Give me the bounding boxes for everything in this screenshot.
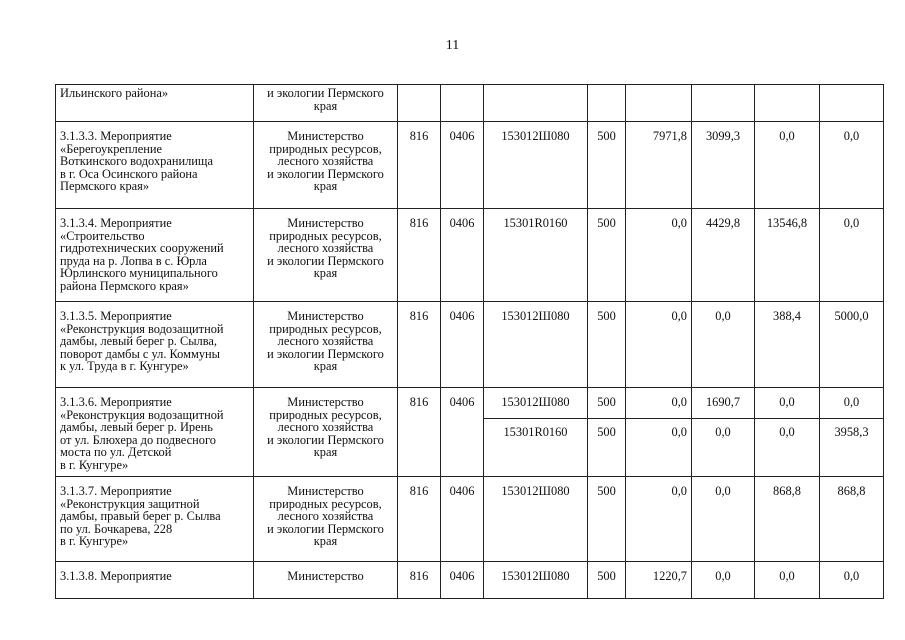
amount-cell-3: 388,4 — [755, 302, 820, 388]
amount-cell-1: 0,0 — [626, 209, 692, 302]
section-cell — [441, 85, 484, 122]
target-article-cell: 15301R0160 — [484, 419, 588, 477]
amount-cell-4 — [820, 85, 884, 122]
amount-cell-2 — [692, 85, 755, 122]
expense-type-cell: 500 — [588, 209, 626, 302]
amount-cell-4: 0,0 — [820, 388, 884, 419]
executor-cell: Министерство природных ресурсов, лесного хозяйства и экологии Пермского края — [254, 209, 398, 302]
amount-cell-2: 3099,3 — [692, 122, 755, 209]
table-row — [56, 302, 884, 388]
code-cell: 816 — [398, 302, 441, 388]
code-cell: 816 — [398, 388, 441, 477]
target-article-cell: 153012Ш080 — [484, 562, 588, 599]
code-cell: 816 — [398, 562, 441, 599]
activity-name-cell: Ильинского района» — [56, 85, 254, 122]
amount-cell-2: 0,0 — [692, 302, 755, 388]
executor-cell: и экологии Пермского края — [254, 85, 398, 122]
amount-cell-2: 0,0 — [692, 419, 755, 477]
table-row — [56, 477, 884, 562]
page-number: 11 — [445, 38, 460, 53]
amount-cell-3: 0,0 — [755, 562, 820, 599]
expense-type-cell: 500 — [588, 302, 626, 388]
section-cell: 0406 — [441, 209, 484, 302]
executor-cell: Министерство — [254, 562, 398, 599]
activity-name-cell: 3.1.3.8. Мероприятие — [56, 562, 254, 599]
amount-cell-3: 0,0 — [755, 419, 820, 477]
code-cell: 816 — [398, 477, 441, 562]
activity-name-cell: 3.1.3.7. Мероприятие «Реконструкция защитной дамбы, правый берег р. Сылва по ул. Бочкарева, 228 в г. Кунгуре» — [56, 477, 254, 562]
amount-cell-4: 5000,0 — [820, 302, 884, 388]
amount-cell-2: 4429,8 — [692, 209, 755, 302]
amount-cell-1: 7971,8 — [626, 122, 692, 209]
amount-cell-4: 0,0 — [820, 209, 884, 302]
amount-cell-3: 868,8 — [755, 477, 820, 562]
target-article-cell: 15301R0160 — [484, 209, 588, 302]
executor-cell: Министерство природных ресурсов, лесного хозяйства и экологии Пермского края — [254, 122, 398, 209]
target-article-cell: 153012Ш080 — [484, 388, 588, 419]
section-cell: 0406 — [441, 562, 484, 599]
executor-cell: Министерство природных ресурсов, лесного хозяйства и экологии Пермского края — [254, 302, 398, 388]
code-cell: 816 — [398, 122, 441, 209]
expense-type-cell: 500 — [588, 122, 626, 209]
section-cell: 0406 — [441, 302, 484, 388]
table-row — [56, 85, 884, 122]
amount-cell-4: 0,0 — [820, 122, 884, 209]
code-cell: 816 — [398, 209, 441, 302]
activity-name-cell: 3.1.3.4. Мероприятие «Строительство гидротехнических сооружений пруда на р. Лопва в с. Юрла Юрлинского муниципального района Пермского края» — [56, 209, 254, 302]
amount-cell-3: 0,0 — [755, 388, 820, 419]
executor-cell: Министерство природных ресурсов, лесного хозяйства и экологии Пермского края — [254, 388, 398, 477]
amount-cell-3: 0,0 — [755, 122, 820, 209]
amount-cell-4: 0,0 — [820, 562, 884, 599]
expense-type-cell: 500 — [588, 477, 626, 562]
amount-cell-1: 0,0 — [626, 302, 692, 388]
target-article-cell: 153012Ш080 — [484, 302, 588, 388]
amount-cell-3: 13546,8 — [755, 209, 820, 302]
amount-cell-1: 0,0 — [626, 477, 692, 562]
table-row — [56, 388, 884, 419]
amount-cell-2: 1690,7 — [692, 388, 755, 419]
section-cell: 0406 — [441, 122, 484, 209]
amount-cell-4: 3958,3 — [820, 419, 884, 477]
amount-cell-2: 0,0 — [692, 562, 755, 599]
amount-cell-1: 0,0 — [626, 419, 692, 477]
table-row — [56, 122, 884, 209]
table-row — [56, 562, 884, 599]
amount-cell-1: 1220,7 — [626, 562, 692, 599]
code-cell — [398, 85, 441, 122]
target-article-cell: 153012Ш080 — [484, 122, 588, 209]
amount-cell-4: 868,8 — [820, 477, 884, 562]
amount-cell-1 — [626, 85, 692, 122]
expense-type-cell: 500 — [588, 419, 626, 477]
activity-name-cell: 3.1.3.3. Мероприятие «Берегоукрепление Воткинского водохранилища в г. Оса Осинского района Пермского края» — [56, 122, 254, 209]
amount-cell-1: 0,0 — [626, 388, 692, 419]
activity-name-cell: 3.1.3.6. Мероприятие «Реконструкция водозащитной дамбы, левый берег р. Ирень от ул. Блюхера до подвесного моста по ул. Детской в г. Кунгуре» — [56, 388, 254, 477]
expense-type-cell: 500 — [588, 562, 626, 599]
target-article-cell: 153012Ш080 — [484, 477, 588, 562]
target-article-cell — [484, 85, 588, 122]
expense-type-cell — [588, 85, 626, 122]
table-row — [56, 209, 884, 302]
amount-cell-3 — [755, 85, 820, 122]
executor-cell: Министерство природных ресурсов, лесного хозяйства и экологии Пермского края — [254, 477, 398, 562]
budget-table — [55, 84, 884, 599]
section-cell: 0406 — [441, 477, 484, 562]
amount-cell-2: 0,0 — [692, 477, 755, 562]
activity-name-cell: 3.1.3.5. Мероприятие «Реконструкция водозащитной дамбы, левый берег р. Сылва, поворот дамбы с ул. Коммуны к ул. Труда в г. Кунгуре» — [56, 302, 254, 388]
section-cell: 0406 — [441, 388, 484, 477]
expense-type-cell: 500 — [588, 388, 626, 419]
